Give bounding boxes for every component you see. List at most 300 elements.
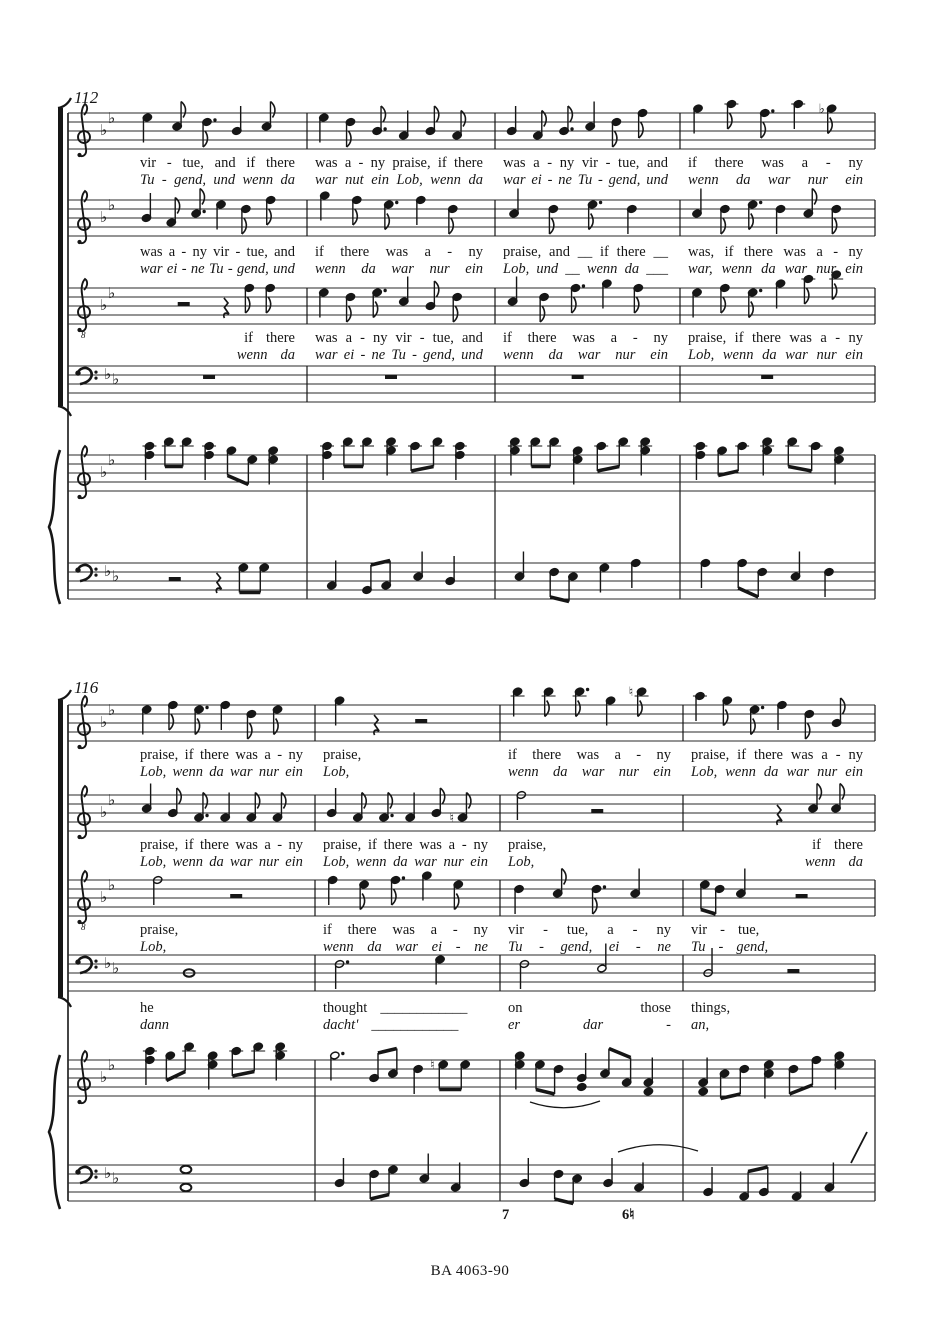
lyric-syllable: was [783,244,806,260]
svg-text:♭: ♭ [108,701,116,719]
lyric-syllable: ein [845,764,863,780]
lyric-syllable: da [624,261,640,277]
lyric-syllable: Lob, [140,764,167,780]
system-1-B1-staff [68,365,875,402]
lyrics-de-alto-system2-m3 [508,854,671,871]
lyric-syllable: da [361,261,376,277]
lyric-syllable: ny [653,330,668,346]
lyric-syllable: Tu [208,261,224,277]
lyric-syllable: if [508,747,517,763]
system-1-PT1-staff [68,437,875,499]
lyric-syllable: was [392,922,415,938]
lyric-syllable: a [424,244,431,260]
svg-text:♭: ♭ [100,463,108,481]
svg-text:♭: ♭ [108,284,116,302]
lyrics-en-soprano-system1-m3 [503,155,668,172]
lyric-syllable: was [419,837,442,853]
lyric-syllable: war [786,764,810,780]
svg-text:♭: ♭ [108,451,116,469]
lyric-syllable: da [552,764,568,780]
lyric-syllable: war [577,347,601,363]
lyric-syllable: there [714,155,744,171]
lyric-syllable: - [277,747,283,763]
lyric-syllable: if [812,837,822,853]
lyric-syllable: was [789,330,812,346]
lyric-syllable: - [605,155,611,171]
lyrics-de-alto-system1-m2 [315,261,483,278]
lyrics-de-tenor-system1-m3 [503,347,668,364]
lyric-syllable: war [315,347,338,363]
lyric-syllable: und [536,261,559,277]
continuation-slash [851,1132,867,1163]
lyric-syllable: praise, [691,747,730,763]
lyrics-de-alto-system1-m3 [503,261,668,278]
lyrics-en-bass-system2-m1 [140,1000,303,1017]
lyric-syllable: ein [371,172,389,188]
lyric-syllable: - [835,330,841,346]
lyric-syllable: gend, [736,939,769,955]
lyric-syllable: ____________ [371,1017,459,1033]
lyric-syllable: nur [817,764,838,780]
lyric-syllable: Lob, [323,764,350,780]
lyric-syllable: there [527,330,557,346]
lyrics-de-tenor-system2-m4 [691,939,863,956]
lyric-syllable: ny [559,155,575,171]
lyric-syllable: ny [656,922,671,938]
lyrics-de-soprano-system2-m1 [140,764,303,781]
lyric-syllable: a [614,747,621,763]
lyric-syllable: wenn [242,172,274,188]
lyric-syllable: ny [370,155,386,171]
lyric-syllable: if [323,922,332,938]
lyric-syllable: praise, [323,837,362,853]
lyric-syllable: praise, [323,747,362,763]
lyric-syllable: ein [650,347,668,363]
lyric-syllable: if [724,244,734,260]
lyric-syllable: - [181,261,187,277]
lyrics-de-soprano-system2-m3 [508,764,671,781]
lyric-syllable: __ [577,244,593,260]
lyric-syllable: ____________ [380,1000,468,1016]
lyrics-de-soprano-system1-m2 [315,172,483,189]
lyric-syllable: praise, [503,244,542,260]
lyric-syllable: praise, [688,330,727,346]
lyric-syllable: war [140,261,163,277]
measure-number-116: 116 [74,678,99,697]
lyrics-de-bass-system2-m1 [140,1017,303,1034]
lyric-syllable: war, [688,261,713,277]
lyrics-de-tenor-system2-m2 [323,939,488,956]
lyric-syllable: Tu [140,172,155,188]
lyric-syllable: praise, [140,837,179,853]
lyric-syllable: there [743,244,773,260]
lyric-syllable: and [461,330,483,346]
lyric-syllable: war [767,172,791,188]
lyric-syllable: if [315,244,324,260]
lyric-syllable: - [720,922,725,938]
lyrics-en-alto-system1-m1 [140,244,295,261]
lyric-syllable: wenn [804,854,836,870]
lyric-syllable: nur [615,347,636,363]
lyrics-en-soprano-system2-m3 [508,747,671,764]
lyric-syllable: wenn [172,854,204,870]
lyric-syllable: nur [816,261,837,277]
lyric-syllable: und [273,261,295,277]
svg-text:♭: ♭ [100,1068,108,1086]
lyric-syllable: a [820,330,827,346]
lyric-syllable: gend, [560,939,593,955]
lyric-syllable: if [184,837,194,853]
svg-text:♮: ♮ [430,1058,435,1073]
lyrics-en-alto-system1-m4 [688,244,863,261]
lyric-syllable: was [385,244,409,260]
lyric-syllable: da [209,764,224,780]
svg-text:♭: ♭ [818,102,825,117]
lyric-syllable: was [572,330,595,346]
lyric-syllable: there [383,837,413,853]
lyric-syllable: tue, [566,922,589,938]
lyric-syllable: ne [371,347,386,363]
lyric-syllable: praise, [140,747,179,763]
lyric-syllable: wenn [503,347,534,363]
lyrics-en-alto-system2-m2 [323,837,488,854]
system-2-PB2-staff [68,1154,875,1204]
lyric-syllable: ny [848,747,863,763]
lyric-syllable: - [833,244,839,260]
lyric-syllable: tue, [618,155,640,171]
svg-text:♮: ♮ [449,811,455,826]
lyric-syllable: was [315,330,338,346]
lyric-syllable: there [340,244,370,260]
system-1-PB1-staff [68,552,875,602]
lyric-syllable: - [539,939,544,955]
lyric-syllable: there [199,747,229,763]
lyric-syllable: a [344,155,352,171]
lyric-syllable: - [547,172,553,188]
lyric-syllable: da [367,939,382,955]
svg-text:♭: ♭ [100,803,108,821]
lyric-syllable: if [734,330,744,346]
lyric-syllable: if [368,837,377,853]
system-2-piano-brace [49,1055,60,1209]
lyric-syllable: - [632,922,638,938]
lyric-syllable: ei [608,939,620,955]
lyric-syllable: - [666,1017,671,1033]
lyric-syllable: if [503,330,512,346]
lyric-syllable: vir [395,330,412,346]
lyric-syllable: - [461,837,467,853]
lyric-syllable: - [419,330,425,346]
system-1-piano-brace [49,450,60,604]
lyrics-de-soprano-system2-m4 [691,764,863,781]
lyrics-en-soprano-system2-m4 [691,747,863,764]
lyric-syllable: tue, [182,155,204,171]
lyrics-en-alto-system2-m3 [508,837,671,854]
lyric-syllable: - [360,330,365,346]
lyric-syllable: if [244,330,254,346]
lyric-syllable: Lob, [140,854,167,870]
lyrics-en-tenor-system1-m2 [315,330,483,347]
lyrics-de-soprano-system1-m4 [688,172,863,189]
tie-curve [618,1145,698,1152]
lyric-syllable: a [448,837,456,853]
lyric-syllable: was, [688,244,715,260]
lyric-syllable: thought [323,1000,368,1016]
svg-text:♭: ♭ [112,959,120,977]
lyrics-de-soprano-system2-m2 [323,764,488,781]
tie-curve [530,1101,600,1108]
lyric-syllable: nur [618,764,639,780]
svg-text:♭: ♭ [100,888,108,906]
lyrics-en-soprano-system2-m1 [140,747,303,764]
lyric-syllable: dar [583,1017,604,1033]
lyric-syllable: ne [558,172,572,188]
lyrics-en-soprano-system2-m2 [323,747,488,764]
lyrics-en-alto-system1-m3 [503,244,668,261]
measure-number-112: 112 [74,88,99,107]
svg-text:♮: ♮ [628,685,634,700]
svg-text:♭: ♭ [104,954,112,972]
lyric-syllable: was [761,155,784,171]
lyric-syllable: ei [431,939,443,955]
lyric-syllable: Lob, [691,764,718,780]
lyric-syllable: ne [657,939,671,955]
lyric-syllable: da [761,261,776,277]
lyric-syllable: vir [581,155,598,171]
lyric-syllable: - [632,330,638,346]
svg-text:♭: ♭ [108,196,116,214]
lyric-syllable: praise, [140,922,179,938]
lyric-syllable: vir [140,155,157,171]
svg-text:♭: ♭ [104,562,112,580]
lyric-syllable: ny [848,155,863,171]
lyrics-de-alto-system1-m1 [140,261,295,278]
lyric-syllable: a [607,922,614,938]
svg-text:♭: ♭ [108,1056,116,1074]
lyric-syllable: tue, [246,244,268,260]
lyric-syllable: there [199,837,229,853]
lyrics-en-alto-system1-m2 [315,244,483,261]
lyric-syllable: war [230,764,253,780]
lyric-syllable: ne [474,939,488,955]
system-2-bracket [58,690,71,1007]
lyric-syllable: a [430,922,438,938]
lyrics-de-alto-system2-m4 [691,854,863,871]
lyric-syllable: a [264,747,271,763]
lyric-syllable: ei [166,261,178,277]
lyric-syllable: praise, [508,837,547,853]
lyric-syllable: was [235,837,258,853]
lyric-syllable: war [414,854,437,870]
lyric-syllable: if [246,155,256,171]
lyrics-en-soprano-system1-m4 [688,155,863,172]
lyric-syllable: wenn [508,764,539,780]
system-2-PT2-staff [68,1042,875,1104]
lyric-syllable: there [532,747,562,763]
lyrics-de-tenor-system2-m1 [140,939,303,956]
lyric-syllable: nur [258,854,279,870]
lyric-syllable: an, [691,1017,710,1033]
lyric-syllable: ny [288,837,303,853]
lyric-syllable: a [610,330,618,346]
lyric-syllable: war [391,261,414,277]
lyrics-de-tenor-system1-m2 [315,347,483,364]
lyric-syllable: - [161,172,167,188]
lyric-syllable: gend, [423,347,455,363]
lyric-syllable: things, [691,1000,731,1016]
lyric-syllable: Tu [691,939,706,955]
lyric-syllable: dacht' [323,1017,359,1033]
lyric-syllable: Tu [577,172,593,188]
lyric-syllable: - [835,747,841,763]
system-1-S1-staff [68,100,875,157]
lyrics-en-bass-system2-m4 [691,1000,863,1017]
lyrics-en-tenor-system2-m2 [323,922,488,939]
lyric-syllable: __ [565,261,580,277]
lyric-syllable: a [533,155,540,171]
lyric-syllable: und [213,172,236,188]
lyric-syllable: und [461,347,483,363]
lyrics-en-tenor-system1-m1 [140,330,295,347]
lyric-syllable: on [508,1000,523,1016]
lyric-syllable: Lob, [688,347,715,363]
lyric-syllable: he [140,1000,154,1016]
lyric-syllable: ei [531,172,542,188]
lyric-syllable: __ [653,244,668,260]
lyrics-en-tenor-system2-m3 [508,922,671,939]
lyric-syllable: da [763,764,779,780]
lyric-syllable: war [395,939,418,955]
svg-text:♭: ♭ [112,567,120,585]
lyric-syllable: - [227,261,233,277]
lyric-syllable: wenn [721,261,753,277]
lyric-syllable: Lob, [508,854,535,870]
lyric-syllable: ny [473,837,488,853]
lyric-syllable: war [315,172,338,188]
lyric-syllable: and [274,244,295,260]
lyric-syllable: ny [288,747,303,763]
lyric-syllable: war [784,261,808,277]
lyrics-de-bass-system2-m3 [508,1017,671,1034]
lyric-syllable: there [616,244,646,260]
lyric-syllable: a [816,244,823,260]
lyric-syllable: - [277,837,283,853]
svg-text:♭: ♭ [112,1169,120,1187]
lyric-syllable: Lob, [323,854,350,870]
lyric-syllable: vir [691,922,708,938]
svg-text:♭: ♭ [112,370,120,388]
lyric-syllable: was [140,244,163,260]
lyrics-de-alto-system2-m2 [323,854,488,871]
lyric-syllable: if [737,747,747,763]
lyrics-de-alto-system1-m4 [688,261,863,278]
lyric-syllable: war [230,854,253,870]
lyric-syllable: tue, [737,922,760,938]
lyric-syllable: da [735,172,751,188]
lyric-syllable: war [785,347,808,363]
lyric-syllable: gend, [174,172,206,188]
lyric-syllable: - [181,244,187,260]
lyric-syllable: - [543,922,548,938]
lyric-syllable: dann [140,1017,169,1033]
lyric-syllable: wenn [725,764,756,780]
lyrics-en-soprano-system1-m1 [140,155,295,172]
lyric-syllable: war [503,172,526,188]
lyric-syllable: - [547,155,553,171]
lyric-syllable: - [598,172,603,188]
lyric-syllable: a [264,837,271,853]
lyrics-de-soprano-system1-m3 [503,172,668,189]
svg-text:♭: ♭ [108,791,116,809]
lyric-syllable: wenn [172,764,204,780]
lyric-syllable: was [503,155,526,171]
lyric-syllable: there [266,330,295,346]
lyric-syllable: wenn [236,347,268,363]
lyric-syllable: ei [343,347,355,363]
lyrics-de-tenor-system1-m4 [688,347,863,364]
svg-text:♭: ♭ [100,713,108,731]
lyric-syllable: if [688,155,697,171]
lyric-syllable: ein [465,261,483,277]
lyrics-de-alto-system2-m1 [140,854,303,871]
lyric-syllable: a [168,244,176,260]
lyric-syllable: Tu [391,347,406,363]
lyric-syllable: wenn [323,939,354,955]
svg-text:♭: ♭ [100,121,108,139]
figured-bass-7: 7 [502,1207,510,1223]
lyrics-en-alto-system2-m4 [691,837,863,854]
lyric-syllable: a [345,330,353,346]
lyric-syllable: and [647,155,668,171]
lyric-syllable: - [358,155,364,171]
lyric-syllable: nut [345,172,364,188]
svg-text:♭: ♭ [100,296,108,314]
lyric-syllable: Tu [508,939,523,955]
lyric-syllable: - [235,244,241,260]
lyric-syllable: da [548,347,563,363]
lyric-syllable: wenn [722,347,754,363]
lyric-syllable: there [347,922,377,938]
svg-text:♭: ♭ [100,208,108,226]
lyric-syllable: a [821,747,828,763]
lyric-syllable: ein [470,854,488,870]
lyric-syllable: - [636,747,642,763]
lyric-syllable: if [437,155,447,171]
lyric-syllable: ein [285,854,303,870]
lyric-syllable: er [508,1017,521,1033]
lyric-syllable: - [360,347,366,363]
lyric-syllable: - [447,244,453,260]
svg-text:♭: ♭ [104,1164,112,1182]
lyric-syllable: nur [258,764,279,780]
lyric-syllable: da [468,172,483,188]
lyric-syllable: wenn [355,854,387,870]
lyric-syllable: if [184,747,194,763]
lyric-syllable: was [315,155,338,171]
lyric-syllable: ein [845,347,863,363]
svg-text:8: 8 [81,922,86,932]
svg-text:♭: ♭ [108,109,116,127]
lyric-syllable: those [640,1000,671,1016]
system-1-bracket [58,98,71,416]
lyric-syllable: tue, [432,330,454,346]
lyric-syllable: if [600,244,609,260]
lyric-syllable: da [393,854,408,870]
lyrics-en-alto-system2-m1 [140,837,303,854]
lyric-syllable: - [412,347,417,363]
lyric-syllable: ne [190,261,205,277]
lyric-syllable: vir [508,922,525,938]
